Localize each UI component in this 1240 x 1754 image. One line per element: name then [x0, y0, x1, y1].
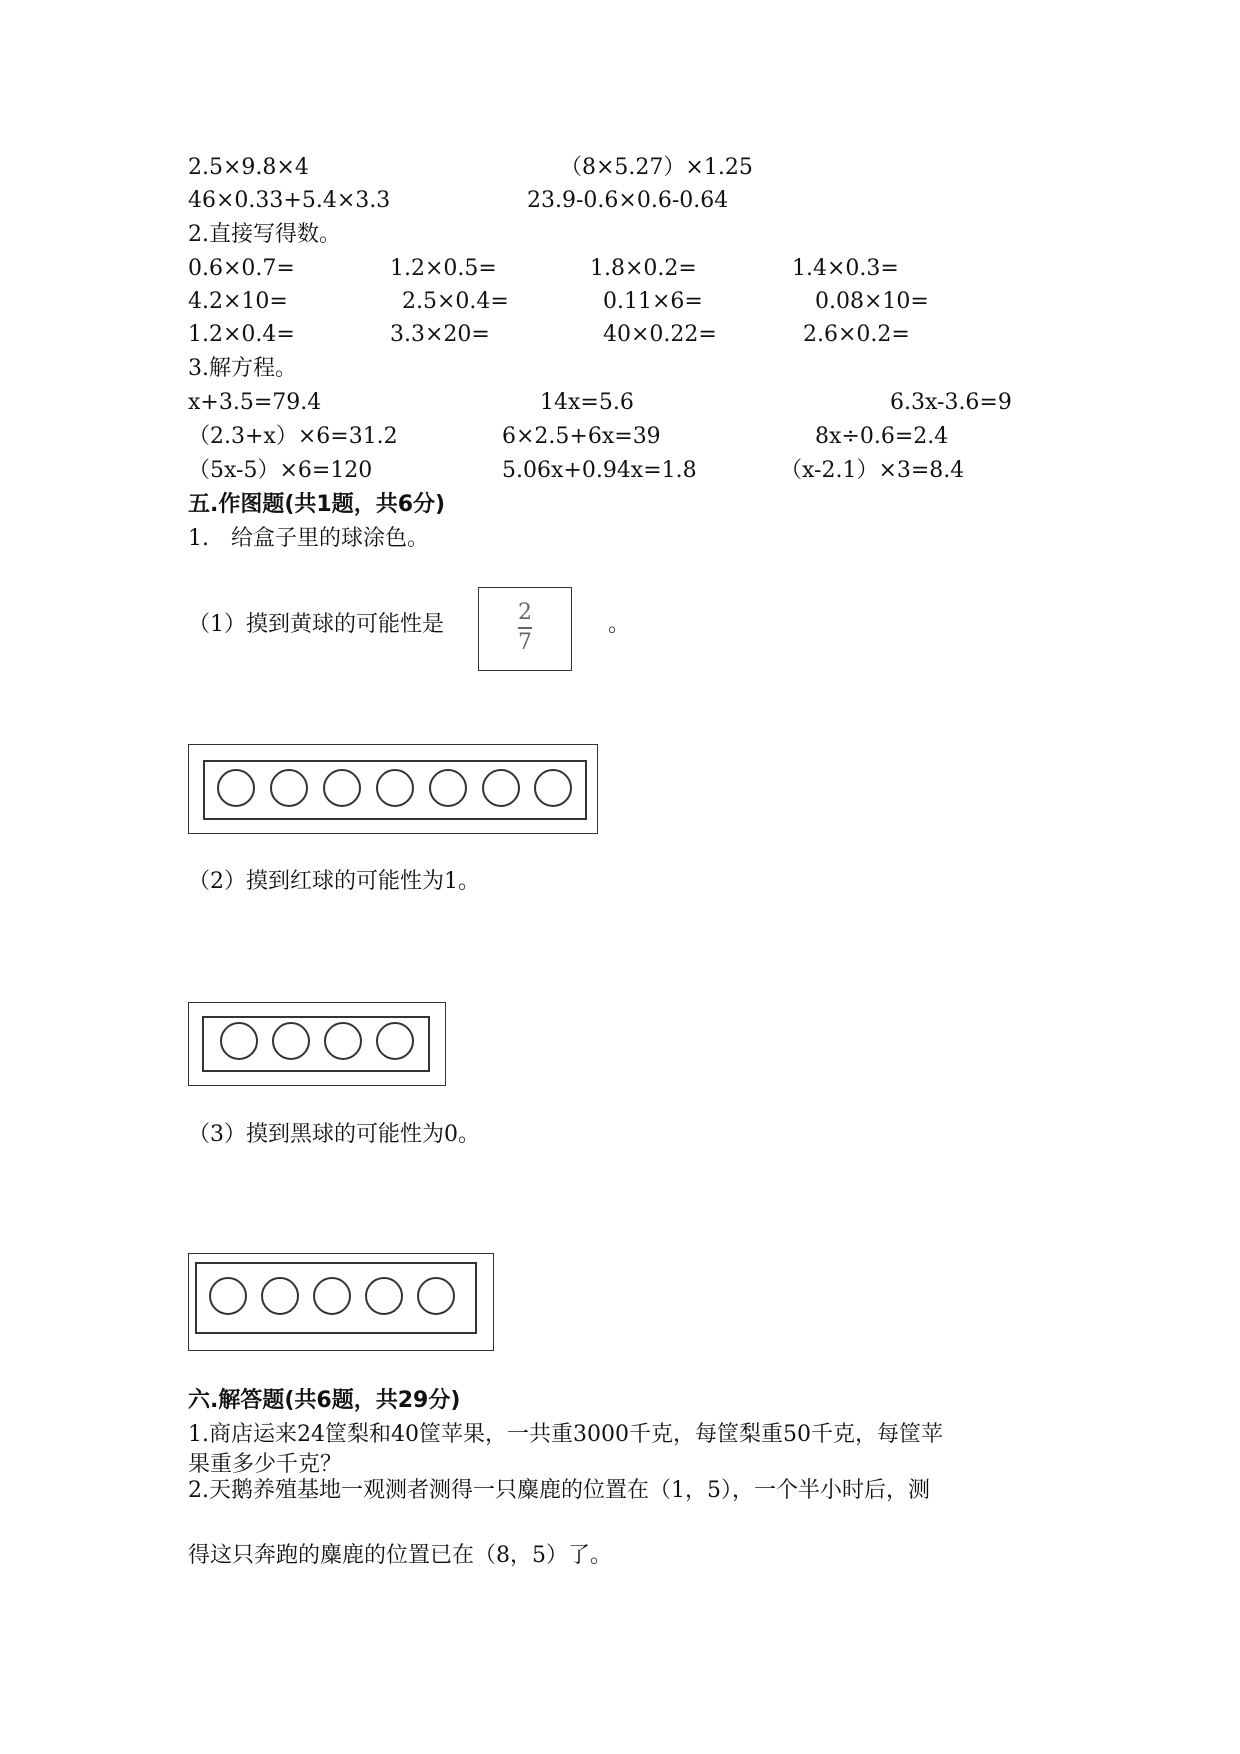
ball[interactable]	[417, 1277, 455, 1315]
oral-calc-item: 0.08×10=	[815, 289, 929, 314]
fraction-numerator: 2	[518, 600, 532, 625]
calc-expression: （8×5.27）×1.25	[560, 155, 753, 180]
word-problem-text: 果重多少千克？	[188, 1452, 343, 1477]
ball[interactable]	[313, 1277, 351, 1315]
word-problem-text: 2.天鹅养殖基地一观测者测得一只麋鹿的位置在（1，5），一个半小时后，测	[188, 1478, 930, 1503]
oral-calc-item: 2.6×0.2=	[803, 322, 910, 347]
oral-calc-item: 2.5×0.4=	[402, 289, 509, 314]
ball[interactable]	[324, 1022, 362, 1060]
oral-calc-item: 0.6×0.7=	[188, 256, 295, 281]
ball[interactable]	[534, 769, 572, 807]
word-problem-text: 得这只奔跑的麋鹿的位置已在（8，5）了。	[188, 1543, 612, 1568]
ball[interactable]	[270, 769, 308, 807]
oral-calc-item: 0.11×6=	[603, 289, 703, 314]
ball[interactable]	[220, 1022, 258, 1060]
section-heading: 五.作图题(共1题，共6分)	[188, 492, 446, 517]
oral-calc-item: 1.2×0.5=	[390, 256, 497, 281]
oral-calc-item: 4.2×10=	[188, 289, 288, 314]
ball[interactable]	[323, 769, 361, 807]
calc-expression: 46×0.33+5.4×3.3	[188, 188, 391, 213]
probability-prompt: （2）摸到红球的可能性为1。	[188, 869, 480, 894]
equation-item: 6.3x-3.6=9	[890, 390, 1012, 415]
ball[interactable]	[376, 1022, 414, 1060]
equation-item: （2.3+x）×6=31.2	[188, 424, 398, 449]
sentence-end: 。	[608, 612, 631, 637]
ball[interactable]	[217, 769, 255, 807]
ball[interactable]	[209, 1277, 247, 1315]
probability-prompt: （3）摸到黑球的可能性为0。	[188, 1122, 480, 1147]
fraction-box	[478, 587, 572, 671]
ball[interactable]	[482, 769, 520, 807]
ball[interactable]	[429, 769, 467, 807]
equation-item: x+3.5=79.4	[188, 390, 322, 415]
question-title: 3.解方程。	[188, 356, 297, 381]
probability-prompt: （1）摸到黄球的可能性是	[188, 612, 444, 637]
fraction-bar	[518, 627, 532, 629]
question-title: 2.直接写得数。	[188, 222, 341, 247]
oral-calc-item: 1.8×0.2=	[590, 256, 697, 281]
section-heading: 六.解答题(共6题，共29分)	[188, 1388, 461, 1413]
question-text: 1. 给盒子里的球涂色。	[188, 526, 429, 551]
ball[interactable]	[376, 769, 414, 807]
oral-calc-item: 1.4×0.3=	[792, 256, 899, 281]
oral-calc-item: 40×0.22=	[603, 322, 717, 347]
equation-item: 14x=5.6	[540, 390, 634, 415]
ball[interactable]	[261, 1277, 299, 1315]
equation-item: 5.06x+0.94x=1.8	[502, 458, 697, 483]
ball[interactable]	[365, 1277, 403, 1315]
ball[interactable]	[272, 1022, 310, 1060]
equation-item: （x-2.1）×3=8.4	[780, 458, 965, 483]
calc-expression: 2.5×9.8×4	[188, 155, 309, 180]
equation-item: 8x÷0.6=2.4	[815, 424, 949, 449]
equation-item: 6×2.5+6x=39	[502, 424, 661, 449]
oral-calc-item: 3.3×20=	[390, 322, 490, 347]
equation-item: （5x-5）×6=120	[188, 458, 373, 483]
fraction-denominator: 7	[518, 630, 532, 655]
word-problem-text: 1.商店运来24筐梨和40筐苹果，一共重3000千克，每筐梨重50千克，每筐苹	[188, 1422, 943, 1447]
calc-expression: 23.9-0.6×0.6-0.64	[527, 188, 729, 213]
oral-calc-item: 1.2×0.4=	[188, 322, 295, 347]
